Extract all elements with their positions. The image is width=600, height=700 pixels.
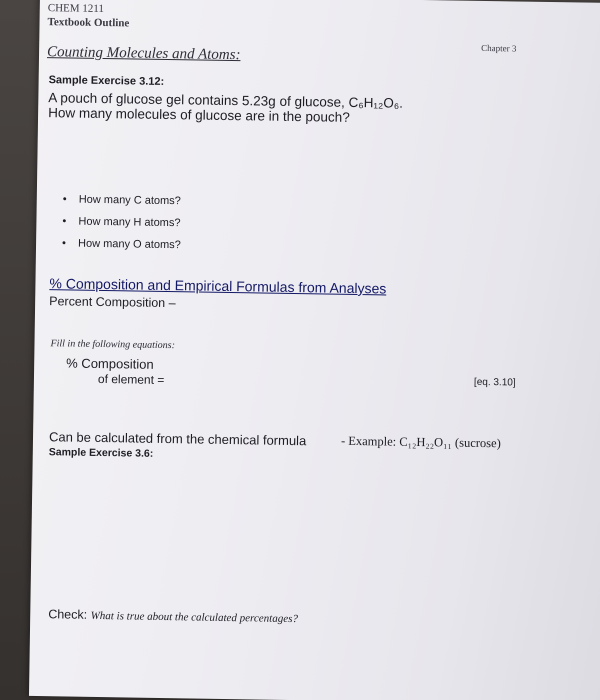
chapter-label: Chapter 3	[481, 42, 517, 54]
section-heading-composition: % Composition and Empirical Formulas from Analyses	[49, 275, 387, 297]
course-code: CHEM 1211	[47, 2, 104, 16]
sample-exercise-3-6-title: Sample Exercise 3.6:	[48, 446, 154, 460]
fill-instruction: Fill in the following equations:	[50, 338, 176, 352]
composition-equation-line-1: % Composition	[66, 355, 154, 372]
sucrose-example: - Example: C₁₂H₂₂O₁₁ (sucrose)	[340, 433, 501, 451]
equation-reference: [eq. 3.10]	[473, 376, 516, 389]
atom-count-questions	[62, 188, 182, 256]
exercise-line-1: A pouch of glucose gel contains 5.23g of glucose, C₆H₁₂O₆.	[48, 90, 404, 111]
percent-composition-label: Percent Composition –	[49, 294, 176, 311]
sample-exercise-3-12-body	[48, 90, 403, 126]
section-heading-counting: Counting Molecules and Atoms:	[46, 44, 241, 64]
check-label: Check:	[48, 607, 88, 622]
calculation-note: Can be calculated from the chemical formula	[48, 429, 307, 449]
sample-exercise-3-12-title: Sample Exercise 3.12:	[48, 74, 165, 88]
outline-title: Textbook Outline	[47, 16, 130, 30]
composition-equation-line-2: of element =	[97, 371, 165, 387]
check-line	[48, 607, 298, 625]
list-item: • How many H atoms?	[62, 210, 181, 234]
list-item: • How many C atoms?	[63, 188, 182, 212]
list-item: • How many O atoms?	[62, 232, 181, 256]
exercise-line-2: How many molecules of glucose are in the pouch?	[48, 105, 350, 125]
check-question: What is true about the calculated percentages?	[90, 609, 299, 626]
textbook-outline-page	[29, 0, 600, 700]
